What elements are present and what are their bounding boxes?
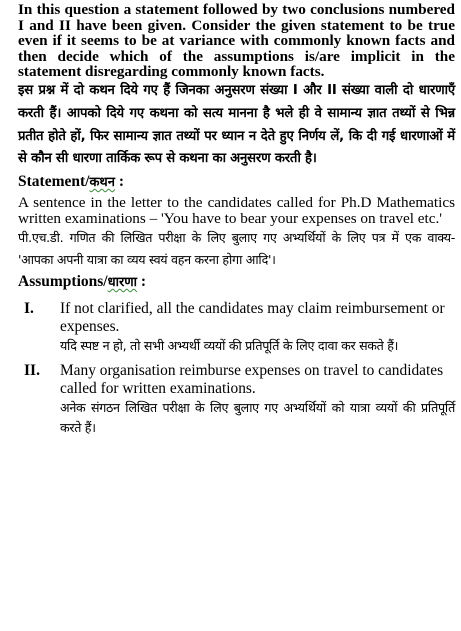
statement-heading-english: Statement/ [18, 173, 90, 191]
assumption-english: Many organisation reimburse expenses on travel to candidates called for written examinations. [60, 361, 444, 397]
assumption-item-2 [18, 362, 455, 439]
assumption-english: If not clarified, all the candidates may claim reimbursement or expenses. [60, 300, 445, 336]
assumption-item-1 [18, 300, 455, 357]
assumptions-heading [18, 272, 455, 293]
instructions-english: In this question a statement followed by two conclusions numbered I and II have been given. Consider the given statement to be true even if it seems to be at variance with commonly known facts and then decide which of the assumptions is/are implicit in the statement disregarding commonly known facts. [18, 1, 455, 81]
assumptions-heading-english: Assumptions/ [18, 273, 108, 291]
statement-heading-colon: : [114, 173, 125, 191]
assumptions-heading-hindi: धारणा [107, 275, 138, 291]
assumption-hindi: अनेक संगठन लिखित परीक्षा के लिए बुलाए गए अभ्यर्थियों को यात्रा व्ययों की प्रतिपूर्ति करते हैं। [60, 399, 455, 436]
assumption-number: II. [24, 361, 40, 379]
assumption-number: I. [24, 300, 34, 318]
statement-heading-hindi: कथन [89, 175, 115, 191]
statement-english: A sentence in the letter to the candidates called for Ph.D Mathematics written examinations – 'You have to bear your expenses on travel etc.' [18, 194, 455, 228]
statement-hindi: पी.एच.डी. गणित की लिखित परीक्षा के लिए बुलाए गए अभ्यर्थियों के लिए पत्र में एक वाक्य- 'आपका अपनी यात्रा का व्यय स्वयं वहन करना होगा आदि'। [18, 230, 455, 267]
question-page [18, 2, 455, 439]
assumption-hindi: यदि स्पष्ट न हो, तो सभी अभ्यर्थी व्ययों की प्रतिपूर्ति के लिए दावा कर सकते हैं। [60, 338, 399, 354]
statement-heading [18, 172, 455, 193]
assumptions-heading-colon: : [137, 273, 147, 291]
instructions-hindi: इस प्रश्न में दो कथन दिये गए हैं जिनका अनुसरण संख्या I और II संख्या वाली दो धारणाएँ करती हैं। आपको दिये गए कथना को सत्य मानना है भले ही वे सामान्य ज्ञात तथ्यों से भिन्न प्रतीत होते हों, फिर सामान्य ज्ञात तथ्यों पर ध्यान न देते हुए निर्णय लें, कि दी गई धारणाओं में से कौन सी धारणा तार्किक रूप से कथना का अनुसरण करती है। [18, 82, 455, 167]
